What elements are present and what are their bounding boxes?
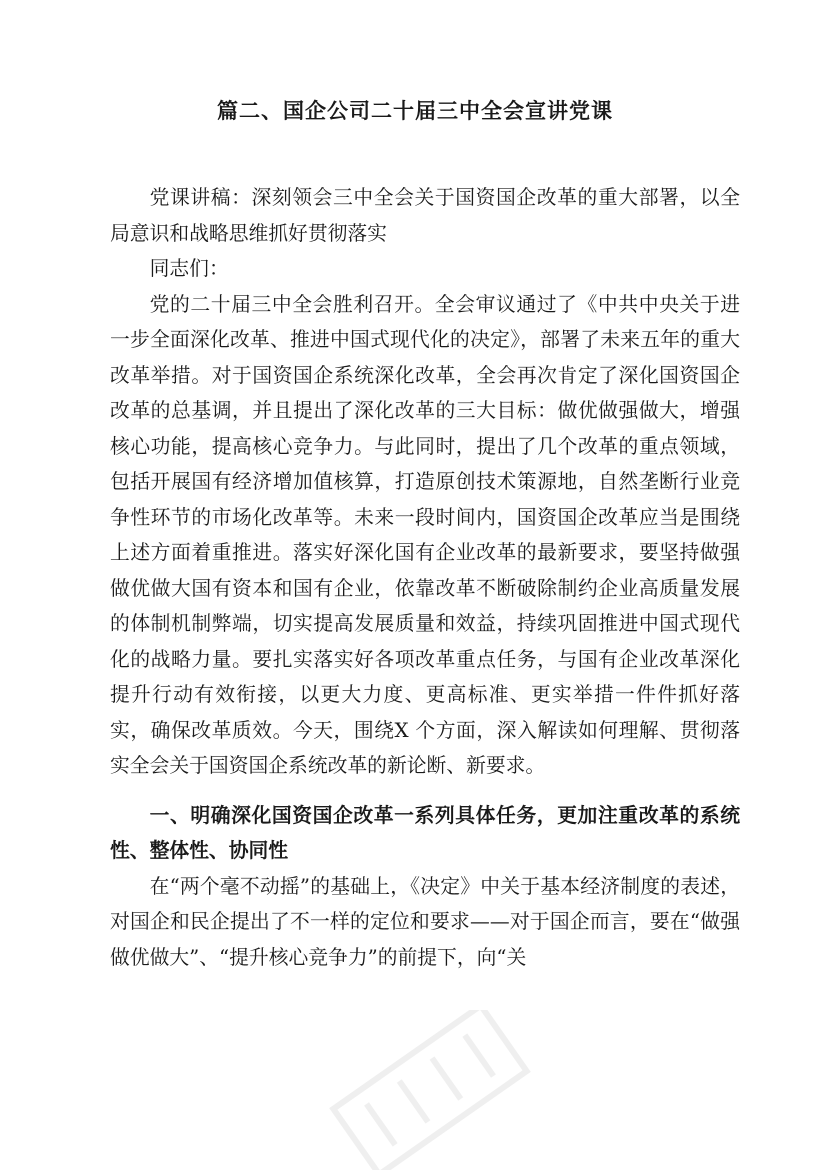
subtitle-paragraph: 党课讲稿：深刻领会三中全会关于国资国企改革的重大部署，以全局意识和战略思维抓好贯彻落实 <box>110 186 740 245</box>
section-heading: 一、明确深化国资国企改革一系列具体任务，更加注重改革的系统性、整体性、协同性 <box>110 803 740 862</box>
watermark-graphic <box>300 1010 560 1170</box>
body-paragraph: 在“两个毫不动摇”的基础上，《决定》中关于基本经济制度的表述，对国企和民企提出了不一样的定位和要求——对于国企而言，要在“做强做优做大”、“提升核心竞争力”的前提下，向“关 <box>110 874 740 969</box>
document-body <box>110 180 740 975</box>
body-paragraph: 党的二十届三中全会胜利召开。全会审议通过了《中共中央关于进一步全面深化改革、推进中国式现代化的决定》，部署了未来五年的重大改革举措。对于国资国企系统深化改革，全会再次肯定了深化国资国企改革的总基调，并且提出了深化改革的三大目标：做优做强做大，增强核心功能，提高核心竞争力。与此同时，提出了几个改革的重点领域，包括开展国有经济增加值核算，打造原创技术策源地，自然垄断行业竞争性环节的市场化改革等。未来一段时间内，国资国企改革应当是围绕上述方面着重推进。落实好深化国有企业改革的最新要求，要坚持做强做优做大国有资本和国有企业，依靠改革不断破除制约企业高质量发展的体制机制弊端，切实提高发展质量和效益，持续巩固推进中国式现代化的战略力量。要扎实落实好各项改革重点任务，与国有企业改革深化提升行动有效衔接，以更大力度、更高标准、更实举措一件件抓好落实，确保改革质效。今天，围绕X 个方面，深入解读如何理解、贯彻落实全会关于国资国企系统改革的新论断、新要求。 <box>110 292 740 777</box>
salutation: 同志们： <box>149 257 229 280</box>
document-title: 篇二、国企公司二十届三中全会宣讲党课 <box>217 99 613 123</box>
